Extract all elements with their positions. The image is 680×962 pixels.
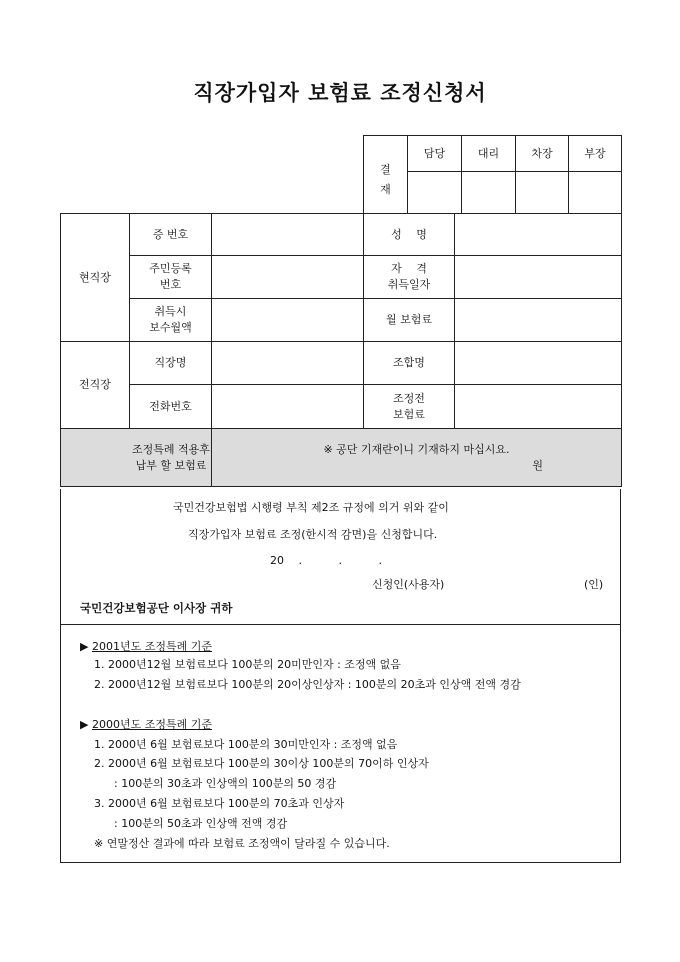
declaration-line2: 직장가입자 보험료 조정(한시적 감면)을 신청합니다. xyxy=(188,528,438,541)
monthly-premium-field[interactable] xyxy=(455,299,622,342)
approval-col-manager: 부장 xyxy=(569,136,622,172)
criteria-2000-item3-detail: : 100분의 50초과 인상액 전액 경감 xyxy=(114,817,288,830)
phone-field[interactable] xyxy=(212,385,364,429)
cert-no-field[interactable] xyxy=(212,214,364,256)
resident-no-field[interactable] xyxy=(212,256,364,299)
resident-no-label xyxy=(130,256,212,299)
criteria-2000-item2-detail: : 100분의 30초과 인상액의 100분의 50 경감 xyxy=(114,777,337,790)
application-form-table xyxy=(60,213,622,487)
workplace-name-label: 직장명 xyxy=(130,342,212,385)
pre-adjust-label-line2: 보험료 xyxy=(393,407,425,421)
criteria-2000-item2: 2. 2000년 6월 보험료보다 100분의 30이상 100분의 70이하 인상자 xyxy=(94,757,429,770)
name-field[interactable] xyxy=(455,214,622,256)
office-use-note: ※ 공단 기재란이니 기재하지 마십시요. xyxy=(323,442,510,456)
current-workplace-label: 현직장 xyxy=(61,214,130,342)
approval-sign-assistant[interactable] xyxy=(462,172,516,214)
name-label: 성 명 xyxy=(364,214,455,256)
approval-label xyxy=(364,136,408,214)
approval-sign-deputy[interactable] xyxy=(516,172,569,214)
criteria-2001-item1: 1. 2000년12월 보험료보다 100분의 20미만인자 : 조정액 없음 xyxy=(94,658,401,671)
seal-mark: (인) xyxy=(584,578,604,591)
acquisition-pay-label-line2: 보수월액 xyxy=(149,321,192,334)
approval-sign-staff[interactable] xyxy=(408,172,462,214)
approval-label-top: 결 xyxy=(380,162,391,176)
addressee: 국민건강보험공단 이사장 귀하 xyxy=(80,601,233,615)
qualification-date-label xyxy=(364,256,455,299)
approval-label-bottom: 재 xyxy=(380,182,391,196)
pre-adjust-label-line1: 조정전 xyxy=(393,391,425,405)
criteria-2000-header xyxy=(80,716,212,732)
union-name-label: 조합명 xyxy=(364,342,455,385)
criteria-2001-item2: 2. 2000년12월 보험료보다 100분의 20이상인상자 : 100분의 20초과 인상액 전액 경감 xyxy=(94,678,521,691)
approval-col-staff: 담당 xyxy=(408,136,462,172)
criteria-block xyxy=(60,625,621,863)
special-label-line2: 납부 할 보험료 xyxy=(135,458,207,472)
approval-table xyxy=(363,135,622,214)
declaration-block xyxy=(60,489,621,625)
criteria-2001-header xyxy=(80,638,212,654)
page-title: 직장가입자 보험료 조정신청서 xyxy=(193,80,487,105)
date-line[interactable]: 20 . . . xyxy=(270,554,382,567)
phone-label: 전화번호 xyxy=(130,385,212,429)
monthly-premium-label: 월 보험료 xyxy=(364,299,455,342)
pre-adjust-premium-label xyxy=(364,385,455,429)
criteria-2000-title: 2000년도 조정특례 기준 xyxy=(91,718,212,731)
applicant-label: 신청인(사용자) xyxy=(372,578,445,591)
acquisition-pay-label xyxy=(130,299,212,342)
pre-adjust-premium-field[interactable] xyxy=(455,385,622,429)
workplace-name-field[interactable] xyxy=(212,342,364,385)
approval-col-assistant: 대리 xyxy=(462,136,516,172)
play-arrow-icon: ▶ xyxy=(80,640,89,653)
cert-no-label: 증 번호 xyxy=(130,214,212,256)
acquisition-pay-label-line1: 취득시 xyxy=(154,305,187,318)
approval-sign-manager[interactable] xyxy=(569,172,622,214)
special-premium-field[interactable] xyxy=(212,429,622,487)
special-label-line1: 조정특례 적용후 xyxy=(132,442,210,456)
special-premium-label xyxy=(61,429,212,487)
qualification-label-line2: 취득일자 xyxy=(387,278,431,291)
approval-col-deputy: 차장 xyxy=(516,136,569,172)
qualification-date-field[interactable] xyxy=(455,256,622,299)
criteria-note: ※ 연말정산 결과에 따라 보험료 조정액이 달라질 수 있습니다. xyxy=(94,837,390,850)
declaration-line1: 국민건강보험법 시행령 부칙 제2조 규정에 의거 위와 같이 xyxy=(173,501,449,514)
play-arrow-icon: ▶ xyxy=(80,718,89,731)
resident-no-label-line1: 주민등록 xyxy=(149,262,192,275)
union-name-field[interactable] xyxy=(455,342,622,385)
qualification-label-line1: 자 격 xyxy=(391,262,427,275)
won-unit: 원 xyxy=(532,458,543,472)
criteria-2001-title: 2001년도 조정특례 기준 xyxy=(91,640,212,653)
resident-no-label-line2: 번호 xyxy=(159,278,182,291)
previous-workplace-label: 전직장 xyxy=(61,342,130,429)
acquisition-pay-field[interactable] xyxy=(212,299,364,342)
criteria-2000-item3: 3. 2000년 6월 보험료보다 100분의 70초과 인상자 xyxy=(94,797,345,810)
criteria-2000-item1: 1. 2000년 6월 보험료보다 100분의 30미만인자 : 조정액 없음 xyxy=(94,738,398,751)
